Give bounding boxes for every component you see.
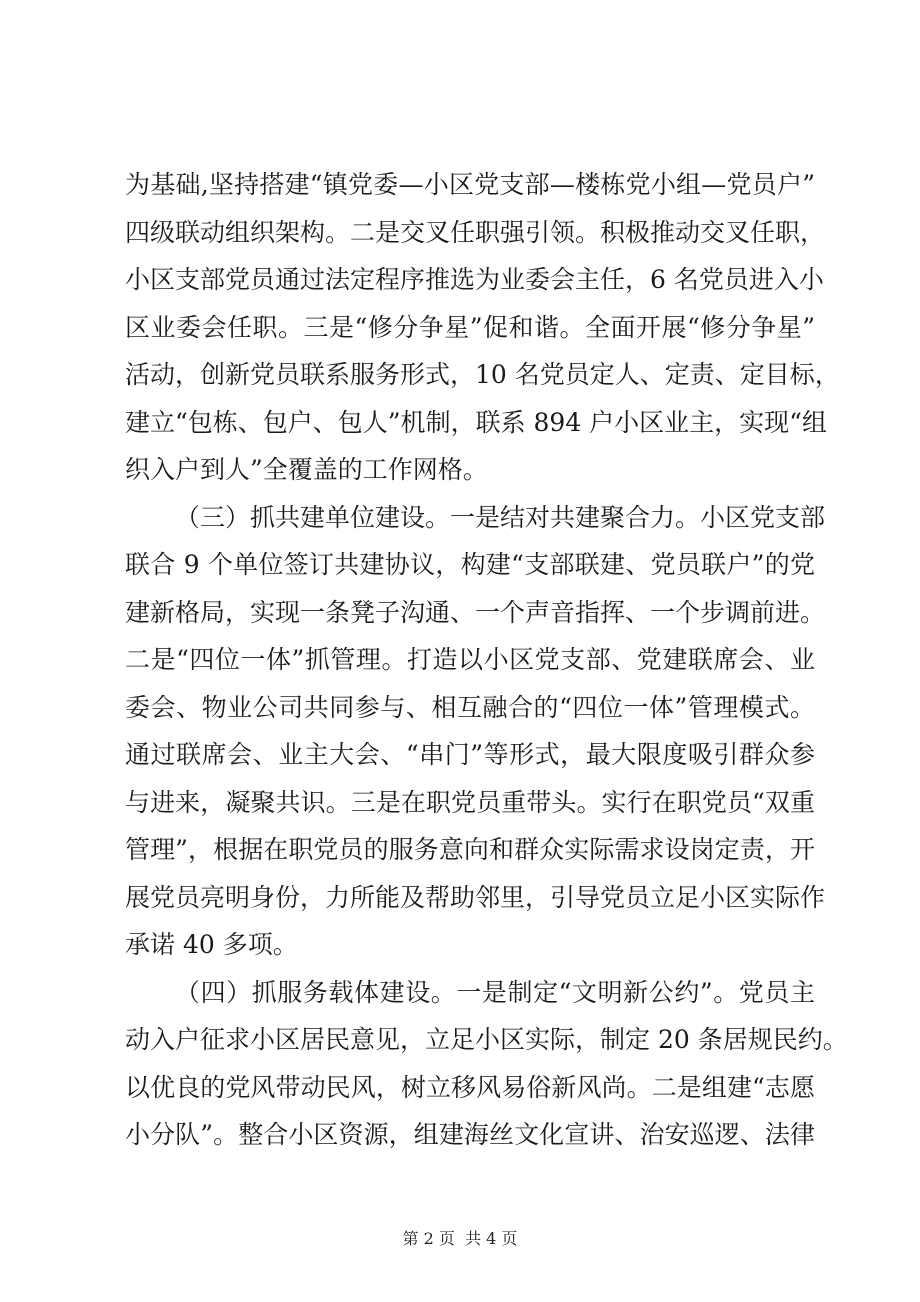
text-line: 区业委会任职。三是“修分争星”促和谐。全面开展“修分争星” (125, 313, 815, 342)
text-line: 四级联动组织架构。二是交叉任职强引领。积极推动交叉任职， (125, 218, 826, 247)
text-line: 承诺 40 多项。 (125, 930, 298, 959)
text-line: 建立“包栋、包户、包人”机制，联系 894 户小区业主，实现“组 (125, 408, 827, 437)
text-line: 委会、物业公司共同参与、相互融合的“四位一体”管理模式。 (125, 693, 815, 722)
text-line: 以优良的党风带动民风，树立移风易俗新风尚。二是组建“志愿 (125, 1073, 815, 1102)
text-line: 通过联席会、业主大会、“串门”等形式，最大限度吸引群众参 (125, 740, 815, 769)
text-line: 建新格局，实现一条凳子沟通、一个声音指挥、一个步调前进。 (125, 598, 826, 627)
text-line: 联合 9 个单位签订共建协议，构建“支部联建、党员联户”的党 (125, 550, 815, 579)
text-line: 小分队”。整合小区资源，组建海丝文化宣讲、治安巡逻、法律 (125, 1120, 815, 1149)
text-line: 展党员亮明身份，力所能及帮助邻里，引导党员立足小区实际作 (125, 883, 826, 912)
text-line: 动入户征求小区居民意见，立足小区实际，制定 20 条居规民约。 (125, 1025, 848, 1054)
text-line: 织入户到人”全覆盖的工作网格。 (125, 455, 488, 484)
text-line: 管理”，根据在职党员的服务意向和群众实际需求设岗定责，开 (125, 835, 815, 864)
page-number-label: 第 2 页 共 4 页 (402, 1229, 518, 1248)
text-line: 与进来，凝聚共识。三是在职党员重带头。实行在职党员“双重 (125, 788, 815, 817)
text-line: （四）抓服务载体建设。一是制定“文明新公约”。党员主 (175, 978, 815, 1007)
text-line: 为基础,坚持搭建“镇党委—小区党支部—楼栋党小组—党员户” (125, 170, 815, 199)
text-line: 小区支部党员通过法定程序推选为业委会主任，6 名党员进入小 (125, 265, 824, 294)
text-line: 二是“四位一体”抓管理。打造以小区党支部、党建联席会、业 (125, 645, 815, 674)
text-line: 活动，创新党员联系服务形式，10 名党员定人、定责、定目标， (125, 360, 840, 389)
page-footer (0, 1228, 920, 1250)
text-line: （三）抓共建单位建设。一是结对共建聚合力。小区党支部 (175, 503, 826, 532)
